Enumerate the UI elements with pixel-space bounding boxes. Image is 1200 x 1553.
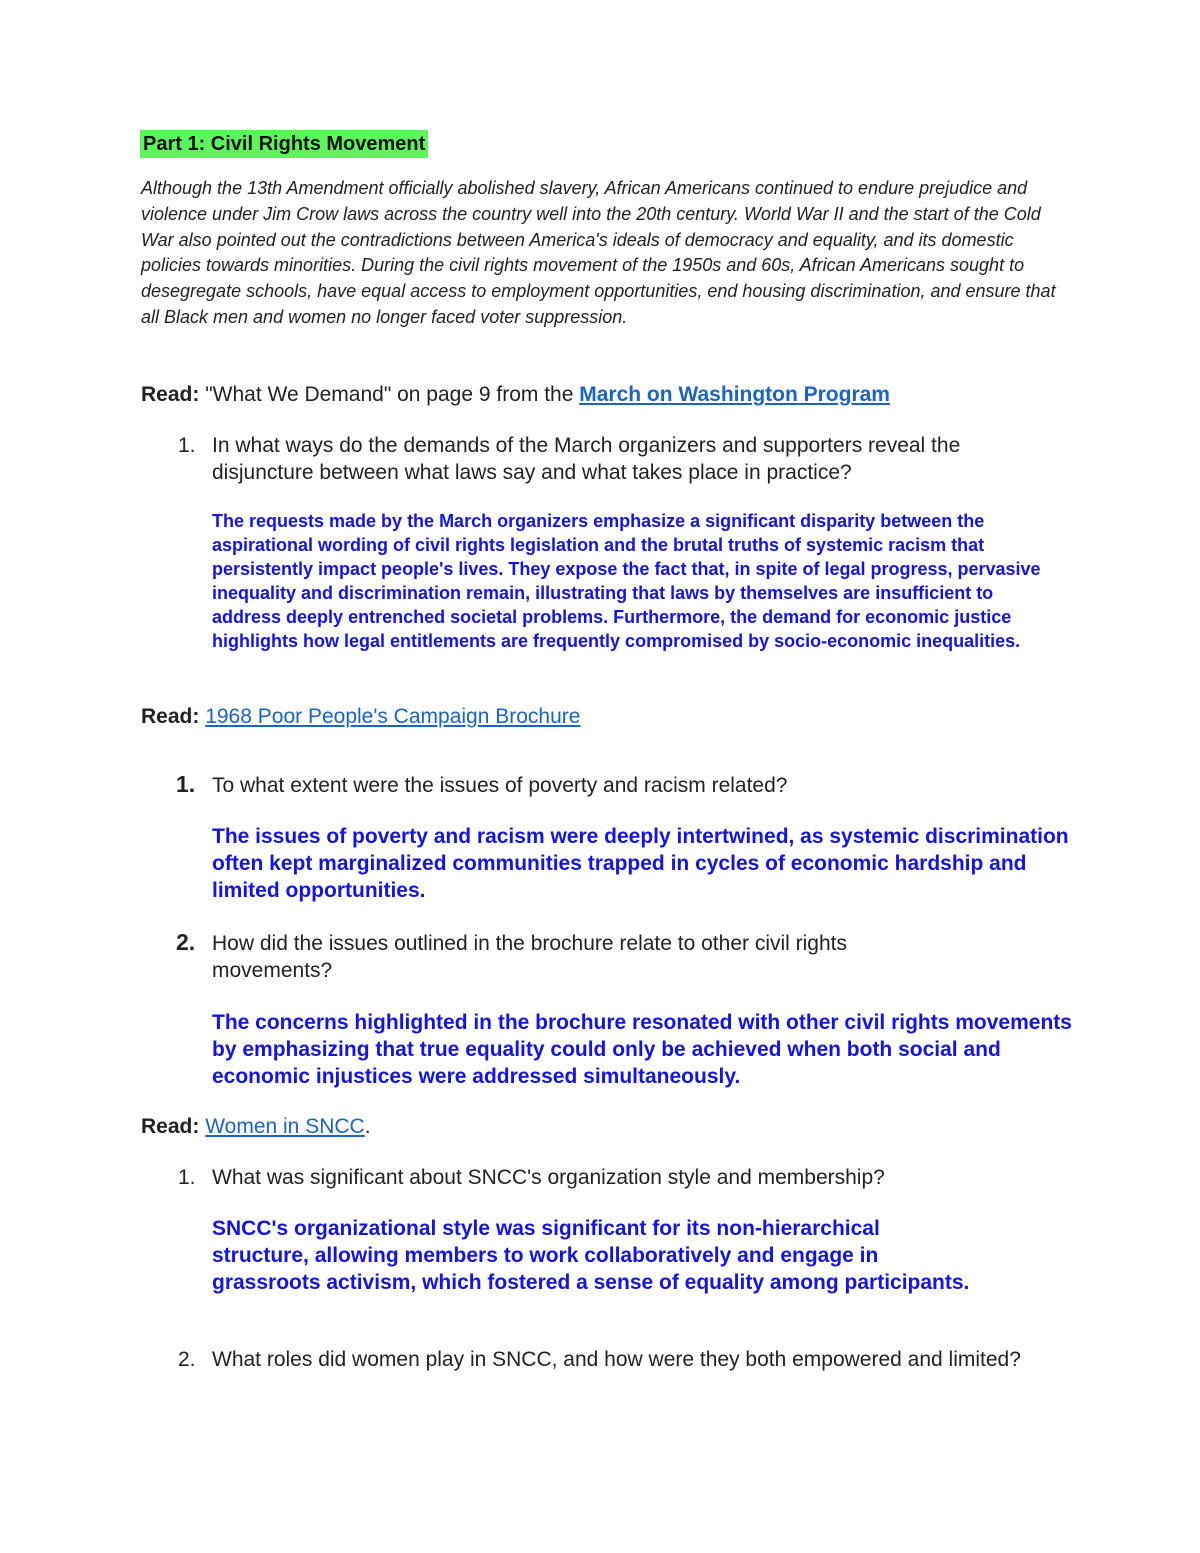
part-title: Part 1: Civil Rights Movement bbox=[140, 130, 428, 158]
answer-march-demands: The requests made by the March organizers emphasize a significant disparity between the aspirational wording of civil rights legislation and the brutal truths of systemic racism that persistently impact people's lives. They expose the fact that, in spite of legal progress, pervasive inequality and discrimination remain, illustrating that laws by themselves are insufficient to address deeply entrenched societal problems. Furthermore, the demand for economic justice highlights how legal entitlements are frequently compromised by socio-economic inequalities. bbox=[212, 511, 1041, 651]
read-line-sncc bbox=[141, 1113, 371, 1141]
intro-paragraph: Although the 13th Amendment officially abolished slavery, African Americans continued to endure prejudice and violence under Jim Crow laws across the country well into the 20th century. World War II and the start of the Cold War also pointed out the contradictions between America's ideals of democracy and equality, and its domestic policies towards minorities. During the civil rights movement of the 1950s and 60s, African Americans sought to desegregate schools, have equal access to employment opportunities, end housing discrimination, and ensure that all Black men and women no longer faced voter suppression. bbox=[141, 178, 1056, 327]
poor-peoples-campaign-link[interactable]: 1968 Poor People's Campaign Brochure bbox=[205, 705, 581, 728]
read-label: Read: bbox=[141, 383, 200, 406]
march-on-washington-link[interactable]: March on Washington Program bbox=[579, 383, 890, 406]
answer-brochure-issues: The concerns highlighted in the brochure resonated with other civil rights movements by emphasizing that true equality could only be achieved when both social and economic injustices were addressed simultaneously. bbox=[212, 1011, 1072, 1088]
read-label: Read: bbox=[141, 705, 200, 728]
question-number: 1. bbox=[176, 771, 196, 797]
question-poverty-racism: To what extent were the issues of poverty and racism related? bbox=[212, 774, 788, 797]
question-women-roles: What roles did women play in SNCC, and how were they both empowered and limited? bbox=[212, 1348, 1021, 1371]
read-line-poor-peoples bbox=[141, 703, 580, 731]
read-label: Read: bbox=[141, 1115, 200, 1138]
read-text: "What We Demand" on page 9 from the bbox=[199, 383, 580, 406]
question-number: 2. bbox=[178, 1348, 196, 1371]
answer-poverty-racism: The issues of poverty and racism were deeply intertwined, as systemic discrimination often kept marginalized communities trapped in cycles of economic hardship and limited opportunities. bbox=[212, 825, 1069, 902]
link-suffix: . bbox=[364, 1115, 371, 1138]
question-number: 1. bbox=[178, 434, 196, 457]
question-sncc-style: What was significant about SNCC's organization style and membership? bbox=[212, 1166, 885, 1189]
question-number: 2. bbox=[176, 929, 196, 955]
answer-sncc-style: SNCC's organizational style was significant for its non-hierarchical structure, allowing members to work collaboratively and engage in grassroots activism, which fostered a sense of equality among participants. bbox=[212, 1217, 970, 1294]
question-brochure-issues: How did the issues outlined in the brochure relate to other civil rights movements? bbox=[212, 932, 848, 982]
question-march-demands: In what ways do the demands of the March organizers and supporters reveal the disjuncture between what laws say and what takes place in practice? bbox=[212, 434, 961, 484]
question-number: 1. bbox=[178, 1166, 196, 1189]
read-line-march bbox=[141, 381, 890, 409]
women-in-sncc-link[interactable]: Women in SNCC bbox=[205, 1115, 365, 1138]
